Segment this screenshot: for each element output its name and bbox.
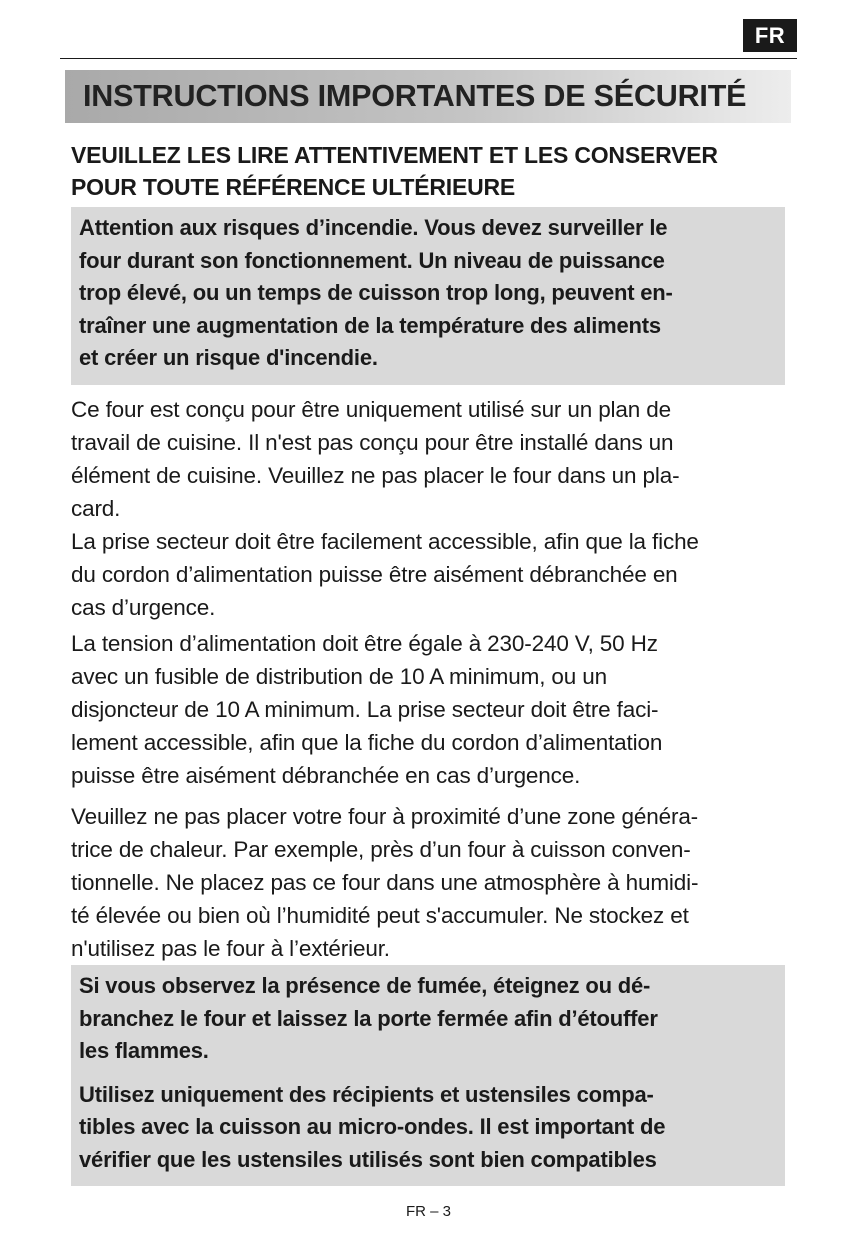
warning-line: Si vous observez la présence de fumée, éteignez ou dé- xyxy=(79,973,651,998)
warning-line: Attention aux risques d’incendie. Vous devez surveiller le xyxy=(79,215,668,240)
section-title-bar xyxy=(65,70,791,123)
page-title: INSTRUCTIONS IMPORTANTES DE SÉCURITÉ xyxy=(83,79,747,113)
smoke-and-utensils-warning-box xyxy=(71,965,785,1186)
warning-text xyxy=(79,1079,777,1177)
warning-line: vérifier que les ustensiles utilisés sont bien compatibles xyxy=(79,1146,657,1172)
body-line: puisse être aisément débranchée en cas d’urgence. xyxy=(71,763,581,788)
body-paragraph xyxy=(71,627,787,792)
body-line: té élevée ou bien où l’humidité peut s'accumuler. Ne stockez et xyxy=(71,903,689,928)
subtitle-line: POUR TOUTE RÉFÉRENCE ULTÉRIEURE xyxy=(71,174,516,200)
warning-line: traîner une augmentation de la température des aliments xyxy=(79,312,661,338)
body-line: avec un fusible de distribution de 10 A minimum, ou un xyxy=(71,664,607,689)
warning-line: four durant son fonctionnement. Un niveau de puissance xyxy=(79,247,665,273)
power-supply-paragraph xyxy=(71,627,787,792)
body-line: La tension d’alimentation doit être égale à 230-240 V, 50 Hz xyxy=(71,631,658,656)
warning-line: Utilisez uniquement des récipients et ustensiles compa- xyxy=(79,1081,654,1107)
body-line: disjoncteur de 10 A minimum. La prise secteur doit être faci- xyxy=(71,697,659,722)
language-badge: FR xyxy=(743,19,797,52)
body-line: Ce four est conçu pour être uniquement utilisé sur un plan de xyxy=(71,397,671,422)
placement-paragraph xyxy=(71,800,787,965)
body-line: lement accessible, afin que la fiche du cordon d’alimentation xyxy=(71,730,663,755)
body-paragraph xyxy=(71,800,787,965)
header-rule xyxy=(60,58,797,59)
body-line: travail de cuisine. Il n'est pas conçu pour être installé dans un xyxy=(71,430,674,455)
body-line: tionnelle. Ne placez pas ce four dans une atmosphère à humidi- xyxy=(71,870,699,895)
body-line: n'utilisez pas le four à l’extérieur. xyxy=(71,936,390,961)
warning-line: et créer un risque d'incendie. xyxy=(79,345,378,370)
warning-line: tibles avec la cuisson au micro-ondes. Il est important de xyxy=(79,1114,666,1139)
warning-text xyxy=(79,970,777,1068)
subtitle-line: VEUILLEZ LES LIRE ATTENTIVEMENT ET LES CONSERVER xyxy=(71,142,718,168)
body-paragraph xyxy=(71,393,787,624)
installation-paragraph xyxy=(71,393,787,624)
warning-line: les flammes. xyxy=(79,1038,209,1063)
page-number: FR – 3 xyxy=(405,1203,451,1220)
warning-line: trop élevé, ou un temps de cuisson trop long, peuvent en- xyxy=(79,280,673,305)
subtitle xyxy=(71,139,791,203)
body-line: Veuillez ne pas placer votre four à proximité d’une zone généra- xyxy=(71,804,699,829)
body-line: trice de chaleur. Par exemple, près d’un four à cuisson conven- xyxy=(71,837,691,862)
warning-line: branchez le four et laissez la porte fermée afin d’étouffer xyxy=(79,1005,658,1031)
body-line: card. xyxy=(71,496,121,521)
body-line: élément de cuisine. Veuillez ne pas placer le four dans un pla- xyxy=(71,463,680,488)
warning-text xyxy=(79,212,777,375)
body-line: La prise secteur doit être facilement accessible, afin que la fiche xyxy=(71,529,699,554)
fire-risk-warning-box xyxy=(71,207,785,385)
body-line: du cordon d’alimentation puisse être aisément débranchée en xyxy=(71,562,678,587)
body-line: cas d’urgence. xyxy=(71,595,216,620)
